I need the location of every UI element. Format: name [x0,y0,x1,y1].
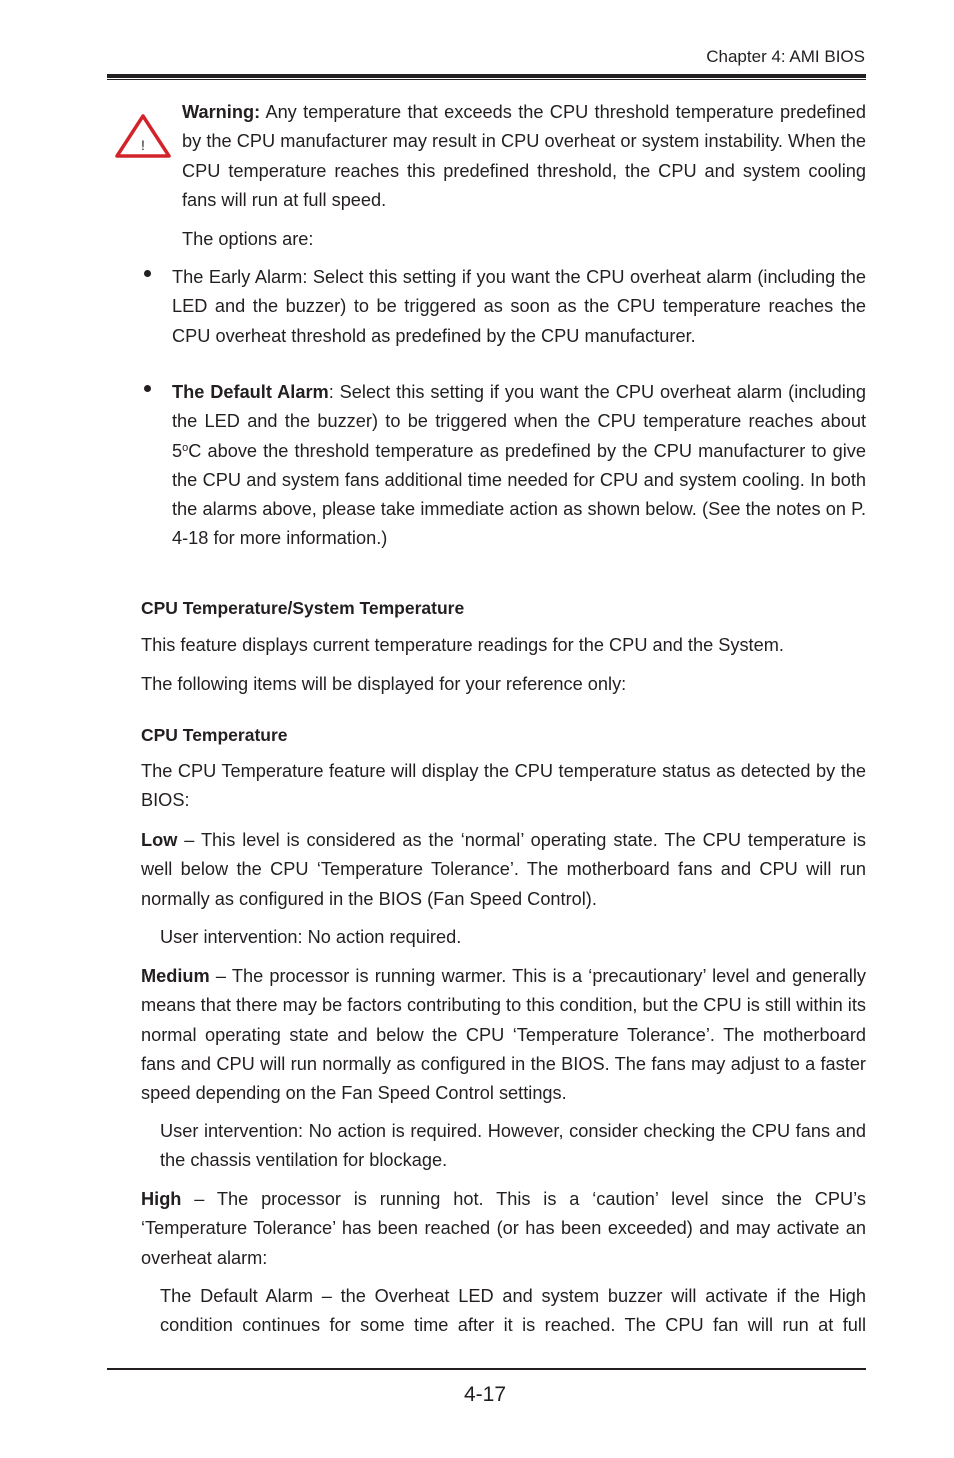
low-label: Low [141,830,178,850]
cpu-temp-intro: The CPU Temperature feature will display the CPU temperature status as detected by the BIOS: [141,761,866,811]
default-alarm-text: : Select this setting if you want the CPU overheat alarm (including the LED and the buzzer) to be triggered when the CPU temperature reaches about 5 [172,382,866,461]
high-label: High [141,1189,182,1209]
warning-text: Any temperature that exceeds the CPU threshold temperature predefined by the CPU manufacturer may result in CPU overheat or system instability. When the CPU temperature reaches this predefined threshold, the CPU and system cooling fans will run at full speed. [182,102,866,210]
default-alarm-text-cont: C above the threshold temperature as predefined by the CPU manufacturer to give the CPU and system fans additional time needed for CPU and system cooling. In both the alarms above, please take immediate action as shown below. (See the notes on P. 4-18 for more information.) [172,440,866,549]
section-heading-cpu-system-temperature: CPU Temperature/System Temperature [141,598,465,618]
section1-para1: This feature displays current temperature readings for the CPU and the System. [141,635,784,655]
medium-intervention: User intervention: No action is required. However, consider checking the CPU fans and the chassis ventilation for blockage. [160,1121,866,1171]
warning-icon-glyph: ! [141,137,145,153]
level-medium [141,962,866,1108]
bullet-default-alarm [172,378,866,554]
section1-para2: The following items will be displayed for your reference only: [141,674,627,694]
default-alarm-label: The Default Alarm [172,382,329,402]
level-high [141,1185,866,1273]
header-rule [107,74,866,80]
chapter-title: Chapter 4: AMI BIOS [706,47,865,66]
page-number: 4-17 [463,1383,507,1406]
bullet-dot [144,385,151,392]
high-default-alarm: The Default Alarm – the Overheat LED and system buzzer will activate if the High condition continues for some time after it is reached. The CPU fan will run at full [160,1286,866,1336]
warning-label: Warning: [182,102,261,122]
section-heading-cpu-temperature: CPU Temperature [141,725,288,745]
medium-label: Medium [141,966,210,986]
low-intervention: User intervention: No action required. [160,927,462,947]
options-intro: The options are: [182,229,314,249]
degree-superscript: o [182,441,189,454]
warning-triangle-icon [114,113,172,159]
low-text: – This level is considered as the ‘normal’ operating state. The CPU temperature is well below the CPU ‘Temperature Tolerance’. The motherboard fans and CPU will run normally as configured in the BIOS (Fan Speed Control). [141,830,866,909]
high-text: – The processor is running hot. This is a ‘caution’ level since the CPU’s ‘Temperature Tolerance’ has been reached (or has been exceeded) and may activate an overheat alarm: [141,1189,866,1268]
bullet-dot [144,270,151,277]
bullet-early-alarm: The Early Alarm: Select this setting if you want the CPU overheat alarm (including the LED and the buzzer) to be triggered as soon as the CPU temperature reaches the CPU overheat threshold as predefined by the CPU manufacturer. [172,267,866,346]
medium-text: – The processor is running warmer. This is a ‘precautionary’ level and generally means that there may be factors contributing to this condition, but the CPU is still within its normal operating state and below the CPU ‘Temperature Tolerance’. The motherboard fans and CPU will run normally as configured in the BIOS. The fans may adjust to a faster speed depending on the Fan Speed Control settings. [141,966,866,1104]
footer-rule [107,1368,866,1370]
warning-paragraph [182,98,866,215]
level-low [141,826,866,914]
